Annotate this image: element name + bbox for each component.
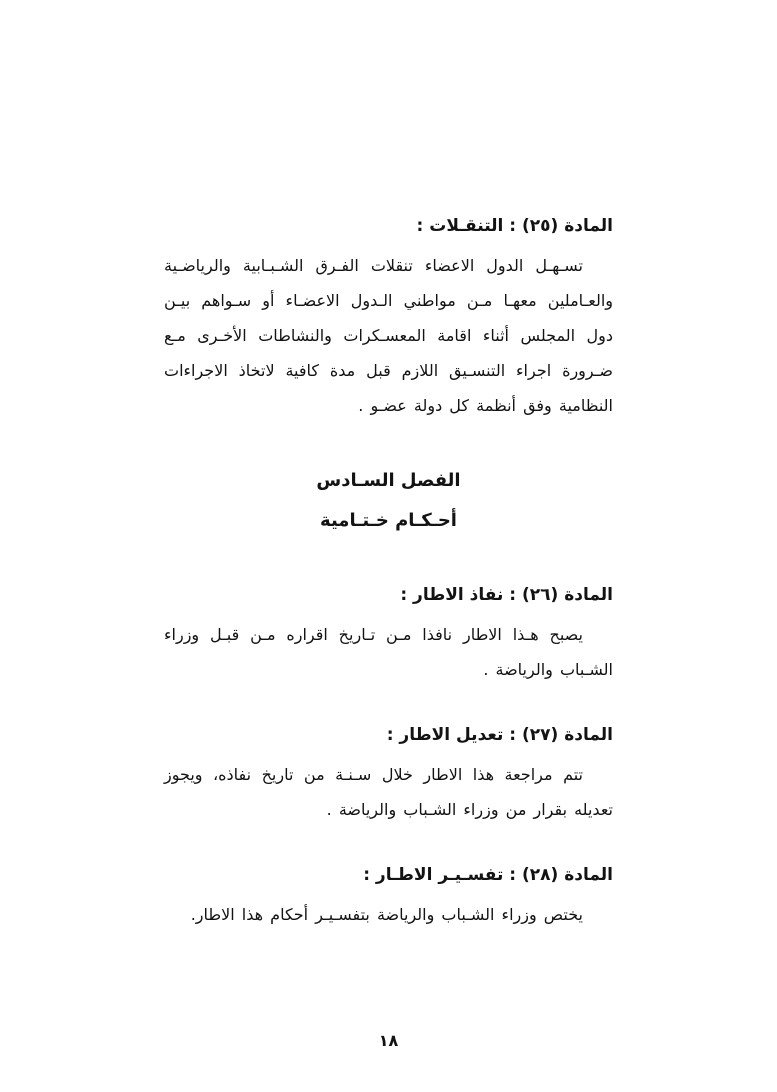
article-28-heading: المادة (٢٨) : تفسـيـر الاطـار : xyxy=(363,865,613,885)
chapter-subtitle: أحـكـام خـتـامية xyxy=(320,510,457,531)
article-26-body: يصبح هـذا الاطار نافذا مـن تـاريخ اقراره مـن قبـل وزراء الشـباب والرياضة . xyxy=(164,625,613,679)
article-26-heading: المادة (٢٦) : نفاذ الاطار : xyxy=(400,585,613,605)
page-number: ١٨ xyxy=(378,1031,399,1050)
article-25-heading: المادة (٢٥) : التنقـلات : xyxy=(416,216,613,236)
article-27 xyxy=(164,725,613,827)
article-28-body: يختص وزراء الشـباب والرياضة بتفسـيـر أحكام هذا الاطار. xyxy=(190,905,583,924)
chapter-title: الفصل السـادس xyxy=(316,470,461,491)
article-26 xyxy=(164,585,613,687)
article-27-body: تتم مراجعة هذا الاطار خلال سـنـة من تاريخ نفاذه، ويجوز تعديله بقرار من وزراء الشـباب والرياضة . xyxy=(164,765,613,819)
chapter-heading-block xyxy=(164,461,613,541)
article-25-body: تسـهـل الدول الاعضاء تنقلات الفـرق الشـبـابية والرياضـية والعـاملين معهـا مـن مواطني الـدول الاعضـاء أو سـواهم بيـن دول المجلس أثناء اقامة المعسـكرات والنشاطات الأخـرى مـع ضـرورة اجراء التنسـيق اللازم قبل مدة كافية لاتخاذ الاجراءات النظامية وفق أنظمة كل دولة عضـو . xyxy=(164,256,613,415)
article-28 xyxy=(164,865,613,932)
article-27-heading: المادة (٢٧) : تعديل الاطار : xyxy=(386,725,613,745)
article-25 xyxy=(164,216,613,423)
